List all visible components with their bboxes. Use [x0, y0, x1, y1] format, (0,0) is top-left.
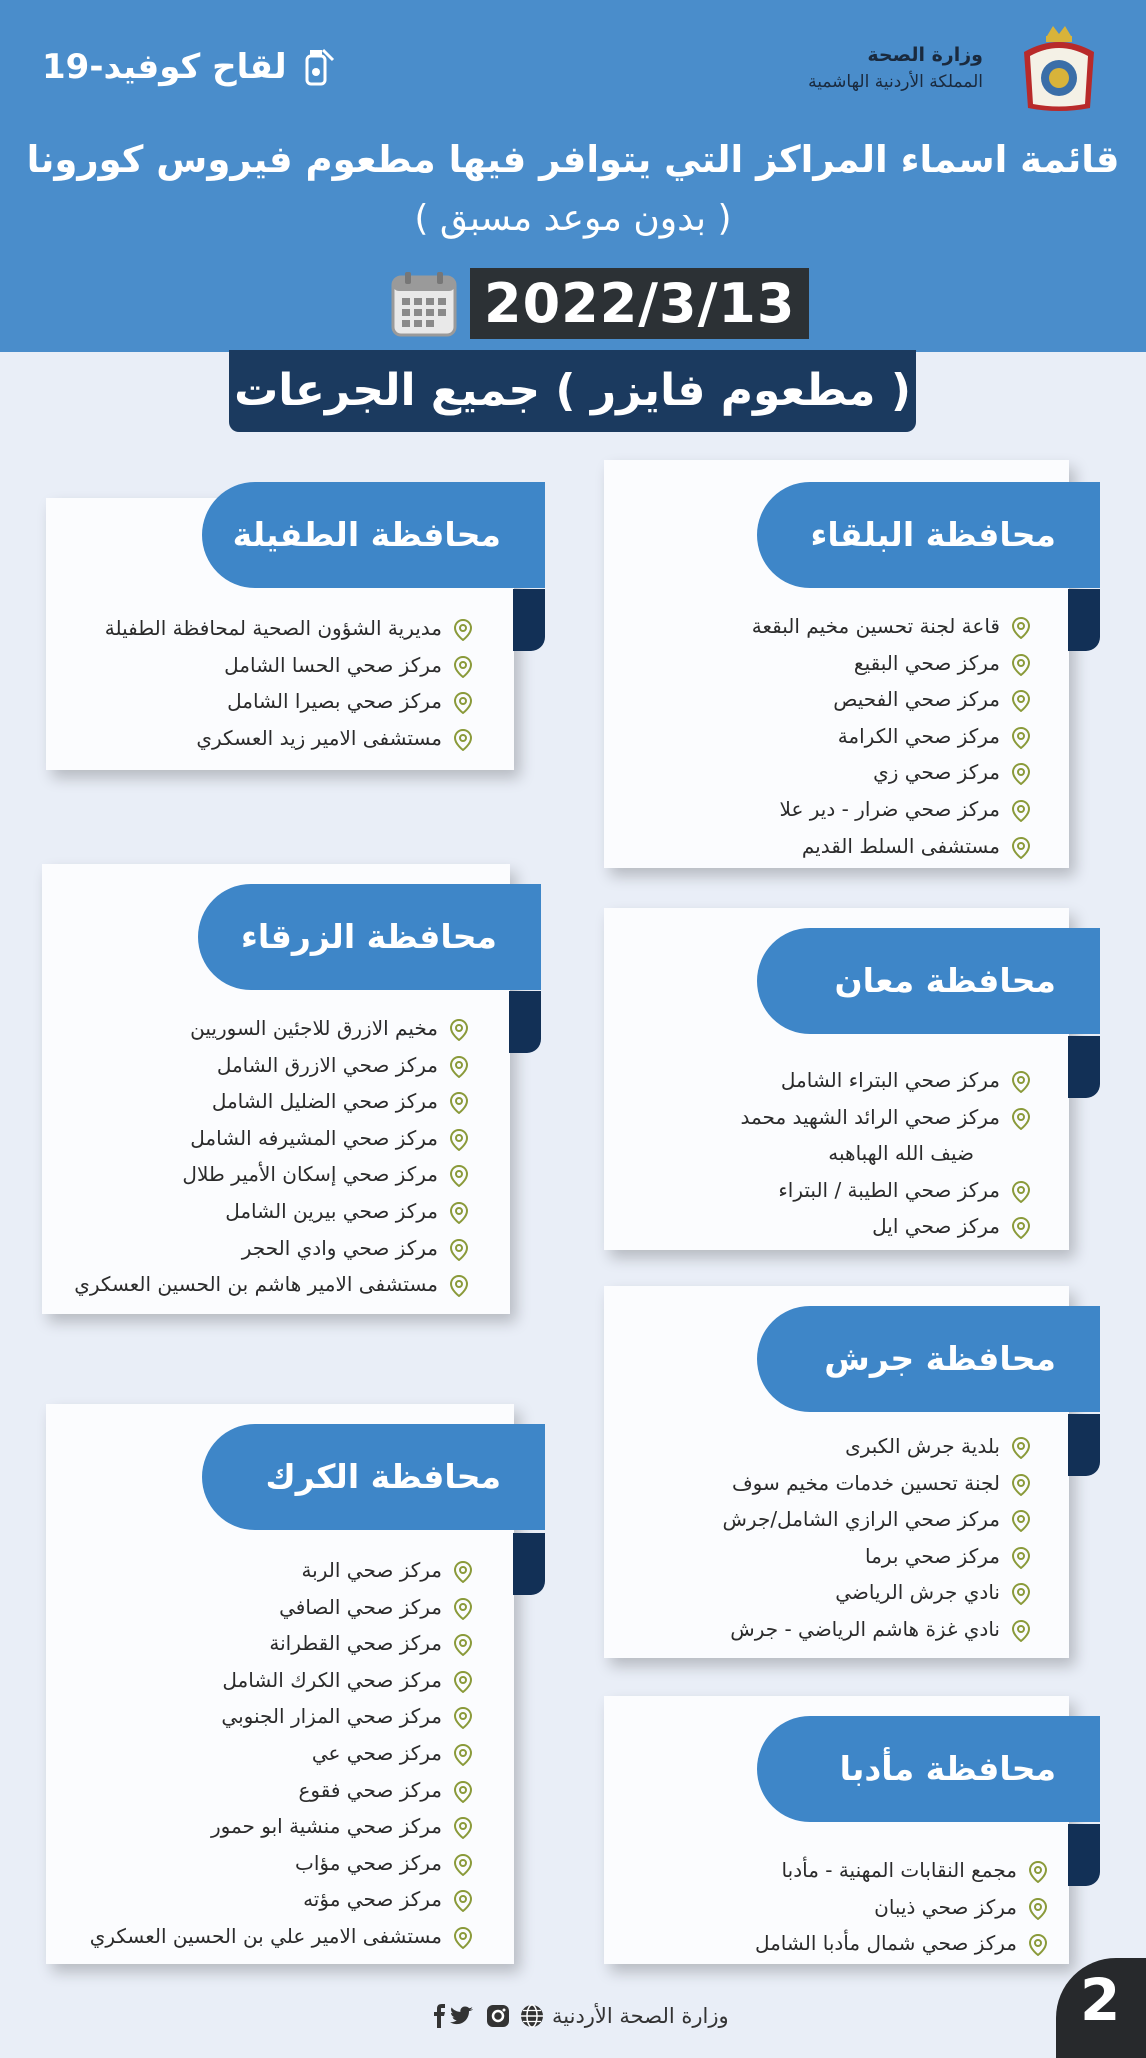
location-name: نادي جرش الرياضي [835, 1580, 1000, 1605]
header [0, 0, 1146, 352]
location-item [105, 720, 476, 757]
footer [0, 1990, 1146, 2042]
location-name: مخيم الازرق للاجئين السوريين [190, 1016, 438, 1040]
tafila-list [105, 610, 476, 756]
location-item [74, 1266, 472, 1303]
balqa-list [752, 608, 1034, 864]
location-name: مركز صحي فقوع [298, 1777, 442, 1802]
location-name: مركز صحي برما [865, 1543, 1000, 1568]
karak-tab-fold [513, 1533, 545, 1595]
location-pin-icon [1012, 1181, 1030, 1203]
location-pin-icon [450, 1202, 468, 1224]
location-name: بلدية جرش الكبرى [845, 1434, 1000, 1458]
page-title: قائمة اسماء المراكز التي يتوافر فيها مطعوم فيروس كورونا [26, 138, 1120, 181]
location-item [74, 1083, 472, 1120]
location-item [90, 1552, 476, 1589]
location-item [74, 1230, 472, 1267]
location-item [105, 610, 476, 647]
location-pin-icon [1012, 763, 1030, 785]
location-name: قاعة لجنة تحسين مخيم البقعة [751, 614, 1000, 638]
location-item [752, 645, 1034, 682]
location-item [755, 1852, 1051, 1889]
location-item [723, 1465, 1035, 1502]
location-pin-icon [454, 1744, 472, 1766]
location-pin-icon [454, 692, 472, 714]
location-item [740, 1099, 1034, 1136]
location-item [723, 1538, 1035, 1575]
location-pin-icon [450, 1275, 468, 1297]
location-item [740, 1208, 1034, 1245]
location-item [723, 1611, 1035, 1648]
karak-list [90, 1552, 476, 1955]
ministry-name [808, 44, 983, 92]
location-name: مركز صحي الربة [301, 1558, 442, 1582]
location-name: مركز صحي مؤته [303, 1887, 442, 1912]
location-pin-icon [1012, 1217, 1030, 1239]
location-pin-icon [454, 1707, 472, 1729]
zarqa-tab-fold [509, 991, 541, 1053]
location-item [752, 791, 1034, 828]
location-name: مركز صحي بيرين الشامل [225, 1198, 438, 1223]
location-pin-icon [1012, 1437, 1030, 1459]
maan-list [740, 1062, 1034, 1245]
page-subtitle: ( بدون موعد مسبق ) [414, 198, 732, 239]
location-item [105, 683, 476, 720]
location-name: مركز صحي الضليل الشامل [211, 1089, 438, 1114]
instagram-icon[interactable] [486, 2004, 510, 2028]
location-name: مركز صحي البتراء الشامل [780, 1068, 1000, 1092]
location-pin-icon [454, 729, 472, 751]
location-name: مركز صحي الصافي [279, 1594, 442, 1619]
vaccine-vial-icon [299, 46, 335, 88]
location-name: مركز صحي زي [873, 760, 1000, 785]
tafila-tab-fold [513, 589, 545, 651]
location-item [752, 608, 1034, 645]
location-item [90, 1808, 476, 1845]
location-pin-icon [1012, 1474, 1030, 1496]
location-name: مركز صحي منشية ابو حمور [210, 1814, 442, 1839]
jordan-emblem-icon [1020, 22, 1098, 114]
location-pin-icon [454, 1671, 472, 1693]
location-pin-icon [1012, 1583, 1030, 1605]
location-name: مديرية الشؤون الصحية لمحافظة الطفيلة [104, 616, 442, 640]
ministry-line2: المملكة الأردنية الهاشمية [808, 72, 983, 92]
location-pin-icon [1029, 1934, 1047, 1956]
balqa-header: محافظة البلقاء [757, 482, 1100, 588]
location-item [752, 681, 1034, 718]
date-value: 2022/3/13 [470, 268, 809, 339]
location-item [90, 1918, 476, 1955]
location-pin-icon [450, 1165, 468, 1187]
location-item [752, 828, 1034, 865]
location-name: مركز صحي بصيرا الشامل [227, 689, 442, 714]
location-pin-icon [1012, 1510, 1030, 1532]
location-item [74, 1156, 472, 1193]
location-name: مركز صحي ذيبان [874, 1894, 1017, 1919]
location-pin-icon [1012, 1547, 1030, 1569]
location-name: مركز صحي البقيع [853, 650, 1000, 675]
location-pin-icon [1012, 690, 1030, 712]
location-item [723, 1574, 1035, 1611]
location-item [740, 1062, 1034, 1099]
location-item [90, 1589, 476, 1626]
location-item [74, 1047, 472, 1084]
location-pin-icon [1029, 1861, 1047, 1883]
location-item [90, 1881, 476, 1918]
location-pin-icon [1012, 654, 1030, 676]
location-item [105, 647, 476, 684]
location-name: مستشفى الامير زيد العسكري [196, 725, 442, 750]
location-name: مركز صحي وادي الحجر [241, 1235, 438, 1260]
location-item [740, 1172, 1034, 1209]
location-item [74, 1010, 472, 1047]
jerash-tab-fold [1068, 1414, 1100, 1476]
location-item [90, 1772, 476, 1809]
location-name: مجمع النقابات المهنية - مأدبا [781, 1858, 1017, 1882]
location-name: مركز صحي الطيبة / البتراء [778, 1177, 1000, 1202]
maan-header: محافظة معان [757, 928, 1100, 1034]
location-pin-icon [450, 1239, 468, 1261]
location-name: مركز صحي ايل [872, 1214, 1000, 1239]
location-item [723, 1501, 1035, 1538]
location-item [74, 1120, 472, 1157]
location-name: مركز صحي مؤاب [294, 1850, 442, 1875]
location-name: مستشفى الامير علي بن الحسين العسكري [89, 1923, 442, 1948]
location-pin-icon [1012, 1620, 1030, 1642]
calendar-icon [390, 270, 458, 338]
location-pin-icon [454, 1598, 472, 1620]
location-pin-icon [450, 1092, 468, 1114]
location-pin-icon [1012, 1071, 1030, 1093]
location-item [752, 718, 1034, 755]
location-pin-icon [450, 1129, 468, 1151]
location-pin-icon [454, 1927, 472, 1949]
jerash-list [723, 1428, 1035, 1648]
location-name: مركز صحي الرازي الشامل/جرش [722, 1507, 1000, 1532]
location-pin-icon [1012, 727, 1030, 749]
vaccine-label-text: لقاح كوفيد-19 [42, 47, 287, 87]
location-name: ضيف الله الهباهبه [828, 1141, 974, 1166]
location-item [90, 1625, 476, 1662]
location-pin-icon [450, 1056, 468, 1078]
maan-tab-fold [1068, 1036, 1100, 1098]
location-name: مركز صحي الحسا الشامل [224, 652, 442, 677]
globe-icon[interactable] [520, 2004, 544, 2028]
location-pin-icon [1012, 837, 1030, 859]
location-pin-icon [1029, 1898, 1047, 1920]
location-name: مركز صحي الرائد الشهيد محمد [740, 1104, 1000, 1129]
location-name: مركز صحي الازرق الشامل [216, 1052, 438, 1077]
location-item [90, 1735, 476, 1772]
location-pin-icon [454, 1890, 472, 1912]
balqa-tab-fold [1068, 589, 1100, 651]
location-name: نادي غزة هاشم الرياضي - جرش [730, 1616, 1000, 1641]
karak-header: محافظة الكرك [202, 1424, 545, 1530]
location-name: مركز صحي الكرك الشامل [222, 1667, 442, 1692]
location-name: مركز صحي إسكان الأمير طلال [182, 1162, 438, 1187]
location-pin-icon [454, 1854, 472, 1876]
jerash-header: محافظة جرش [757, 1306, 1100, 1412]
location-item [755, 1925, 1051, 1962]
location-item [90, 1662, 476, 1699]
location-name: مركز صحي الفحيص [833, 687, 1000, 712]
location-item [740, 1135, 1034, 1172]
location-pin-icon [1012, 800, 1030, 822]
vaccine-type-banner: ( مطعوم فايزر ) جميع الجرعات [229, 350, 916, 432]
madaba-header: محافظة مأدبا [757, 1716, 1100, 1822]
location-pin-icon [454, 1817, 472, 1839]
location-name: مستشفى الامير هاشم بن الحسين العسكري [74, 1272, 438, 1297]
location-name: لجنة تحسين خدمات مخيم سوف [731, 1470, 1000, 1495]
location-name: مركز صحي القطرانة [269, 1631, 442, 1656]
zarqa-header: محافظة الزرقاء [198, 884, 541, 990]
page-number: 2 [1080, 1966, 1121, 2034]
ministry-line1: وزارة الصحة [867, 44, 983, 66]
location-item [90, 1845, 476, 1882]
location-pin-icon [450, 1019, 468, 1041]
footer-ministry-text: وزارة الصحة الأردنية [552, 2004, 729, 2028]
date-section [390, 268, 809, 339]
location-pin-icon [454, 656, 472, 678]
location-name: مركز صحي عي [311, 1740, 442, 1765]
location-pin-icon [1012, 1108, 1030, 1130]
tafila-header: محافظة الطفيلة [202, 482, 545, 588]
location-item [90, 1698, 476, 1735]
location-name: مركز صحي الكرامة [837, 723, 1000, 748]
location-pin-icon [454, 1634, 472, 1656]
location-pin-icon [1012, 617, 1030, 639]
location-name: مركز صحي المزار الجنوبي [221, 1704, 442, 1729]
location-name: مركز صحي شمال مأدبا الشامل [754, 1931, 1017, 1956]
madaba-list [755, 1852, 1051, 1962]
location-item [755, 1889, 1051, 1926]
location-item [752, 754, 1034, 791]
facebook-icon[interactable] [428, 2004, 452, 2028]
location-pin-icon [454, 619, 472, 641]
zarqa-list [74, 1010, 472, 1303]
madaba-tab-fold [1068, 1824, 1100, 1886]
location-item [723, 1428, 1035, 1465]
location-name: مركز صحي المشيرفه الشامل [190, 1125, 438, 1150]
vaccine-label [42, 46, 335, 88]
location-pin-icon [454, 1561, 472, 1583]
twitter-icon[interactable] [450, 2004, 474, 2028]
location-name: مستشفى السلط القديم [801, 833, 1000, 858]
location-name: مركز صحي ضرار - دير علا [779, 796, 1000, 821]
location-pin-icon [454, 1781, 472, 1803]
location-item [74, 1193, 472, 1230]
